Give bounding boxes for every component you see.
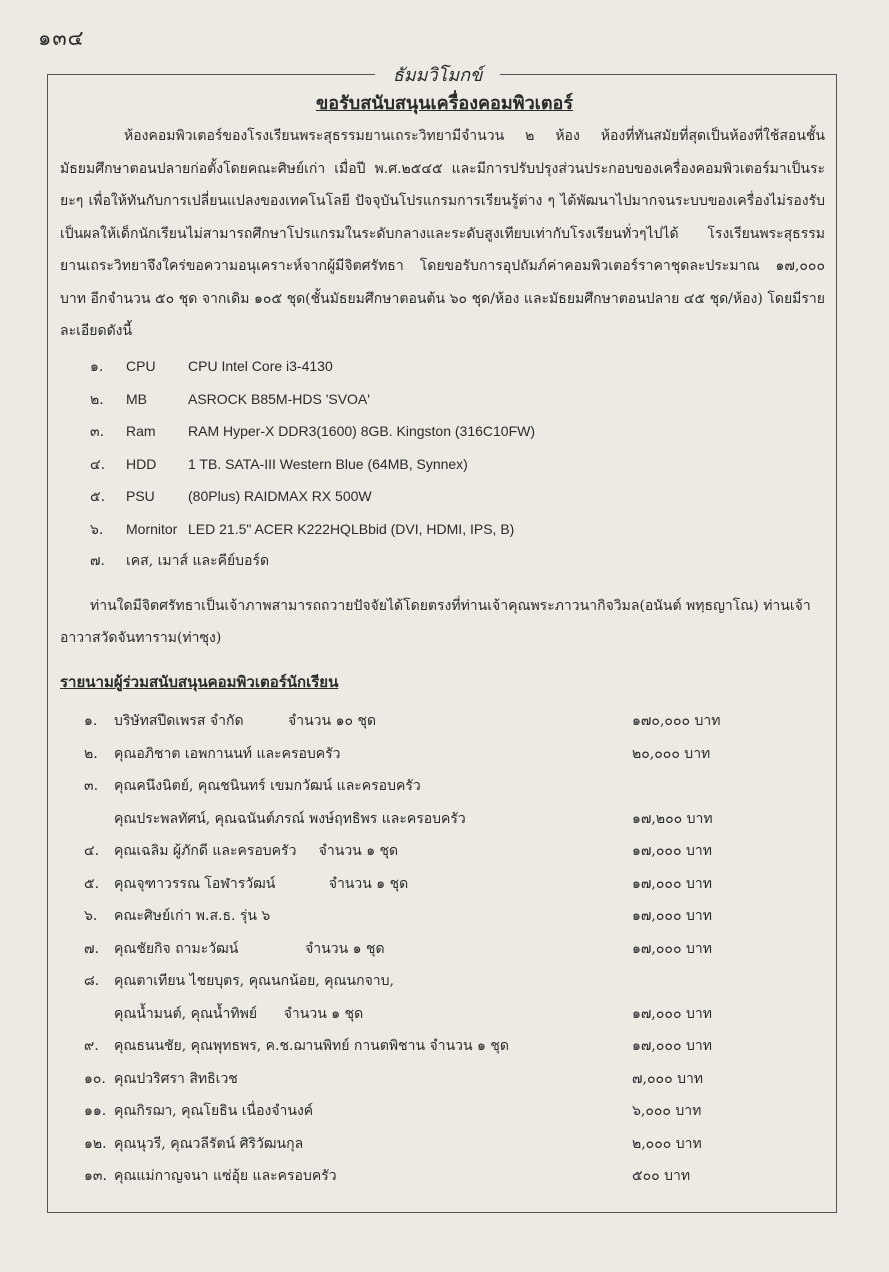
donor-row: [84, 1128, 744, 1161]
donor-amount: ๖,๐๐๐ บาท: [632, 1103, 702, 1119]
spec-key: HDD: [126, 455, 157, 472]
donor-name: คุณตาเทียน ไชยบุตร, คุณนกน้อย, คุณนกจาบ,: [114, 973, 394, 989]
spec-item: [90, 350, 535, 383]
donor-list-heading: รายนามผู้ร่วมสนับสนุนคอมพิวเตอร์นักเรียน: [60, 673, 339, 691]
donor-number: ๓.: [84, 778, 99, 794]
closing-paragraph: ท่านใดมีจิตศรัทธาเป็นเจ้าภาพสามารถถวายปัจจัยได้โดยตรงที่ท่านเจ้าคุณพระภาวนากิจวิมล(อนันต์ พทฺธญาโณ) ท่านเจ้าอาวาสวัดจันทาราม(ท่าซุง): [60, 598, 811, 646]
donor-row: [84, 933, 744, 966]
spec-key: MB: [126, 390, 147, 407]
donor-number: ๒.: [84, 745, 98, 762]
donor-number: ๘.: [84, 973, 100, 989]
donor-number: ๑๑.: [84, 1103, 107, 1119]
donor-amount: ๑๗๐,๐๐๐ บาท: [632, 713, 721, 729]
donor-name: คุณธนนชัย, คุณพุทธพร, ค.ช.ฌานพิทย์ กานตพิชาน จำนวน ๑ ชุด: [114, 1038, 509, 1054]
spec-item: [90, 480, 535, 513]
spec-value: LED 21.5" ACER K222HQLBbid (DVI, HDMI, IPS, B): [188, 520, 515, 537]
donor-number: ๙.: [84, 1038, 99, 1054]
donor-name: คุณอภิชาต เอพกานนท์ และครอบครัว: [114, 745, 341, 762]
donor-name: คุณคนึงนิตย์, คุณชนินทร์ เขมกวัฒน์ และครอบครัว: [114, 778, 421, 794]
donor-name: คุณจุฑาวรรณ โอฬารวัฒน์ จำนวน ๑ ชุด: [114, 875, 409, 892]
donor-row: [84, 770, 744, 803]
donor-number: ๔.: [84, 843, 100, 859]
donor-row: [84, 1030, 744, 1063]
spec-number: ๕.: [90, 489, 106, 505]
donor-amount: ๑๗,๐๐๐ บาท: [632, 875, 712, 892]
donor-name: บริษัทสปีดเพรส จำกัด จำนวน ๑๐ ชุด: [114, 713, 377, 729]
spec-value: ASROCK B85M-HDS 'SVOA': [188, 390, 370, 407]
spec-item: [90, 383, 535, 416]
closing-section: [60, 590, 825, 654]
donor-amount: ๑๗,๐๐๐ บาท: [632, 940, 712, 957]
frame-rule-left: [47, 74, 375, 75]
donor-number: ๑๒.: [84, 1135, 107, 1152]
donor-row: [84, 1063, 744, 1096]
frame-rule-right: [500, 74, 836, 75]
spec-value: 1 TB. SATA-III Western Blue (64MB, Synnex): [188, 455, 468, 472]
donor-row: [84, 998, 744, 1031]
donor-name: คุณปวริศรา สิทธิเวช: [114, 1070, 238, 1087]
spec-value: CPU Intel Core i3-4130: [188, 358, 333, 374]
spec-item: [90, 415, 535, 448]
donor-name: คุณชัยกิจ ถามะวัฒน์ จำนวน ๑ ชุด: [114, 940, 385, 957]
intro-paragraph: ห้องคอมพิวเตอร์ของโรงเรียนพระสุธรรมยานเถระวิทยามีจำนวน ๒ ห้อง ห้องที่ทันสมัยที่สุดเป็นห้องที่ใช้สอนชั้นมัธยมศึกษาตอนปลายก่อตั้งโดยคณะศิษย์เก่า เมื่อปี พ.ศ.๒๕๔๕ และมีการปรับปรุงส่วนประกอบของเครื่องคอมพิวเตอร์มาเป็นระยะๆ เพื่อให้ทันกับการเปลี่ยนแปลงของเทคโนโลยี ปัจจุบันโปรแกรมการเรียนรู้ต่าง ๆ ได้พัฒนาไปมากจนระบบของเครื่องไม่รองรับ เป็นผลให้เด็กนักเรียนไม่สามารถศึกษาโปรแกรมในระดับกลางและระดับสูงเทียบเท่ากับโรงเรียนทั่วๆไปได้ โรงเรียนพระสุธรรมยานเถระวิทยาจึงใคร่ขอความอนุเคราะห์จากผู้มีจิตศรัทธา โดยขอรับการอุปถัมภ์ค่าคอมพิวเตอร์ราคาชุดละประมาณ ๑๗,๐๐๐ บาท อีกจำนวน ๕๐ ชุด จากเดิม ๑๐๕ ชุด(ชั้นมัธยมศึกษาตอนต้น ๖๐ ชุด/ห้อง และมัธยมศึกษาตอนปลาย ๔๕ ชุด/ห้อง) โดยมีรายละเอียดดังนี้: [60, 128, 825, 339]
donor-amount: ๑๗,๐๐๐ บาท: [632, 1005, 712, 1022]
document-title: ขอรับสนับสนุนเครื่องคอมพิวเตอร์: [316, 93, 573, 114]
donor-list: [84, 705, 744, 1193]
page-number: ๑๓๔: [38, 26, 85, 50]
spec-number: ๑.: [90, 359, 104, 375]
spec-number: ๔.: [90, 456, 106, 473]
donor-number: ๗.: [84, 940, 99, 957]
spec-key: Ram: [126, 423, 156, 439]
section-name: ธัมมวิโมกข์: [392, 65, 483, 86]
donor-row: [84, 705, 744, 738]
donor-amount: ๒,๐๐๐ บาท: [632, 1135, 702, 1152]
spec-key: Mornitor: [126, 520, 178, 537]
spec-number: ๗.: [90, 553, 105, 569]
donor-row: [84, 1160, 744, 1193]
donor-name: คุณแม่กาญจนา แซ่อุ้ย และครอบครัว: [114, 1168, 337, 1184]
spec-item: [90, 448, 535, 481]
donor-amount: ๑๗,๐๐๐ บาท: [632, 1038, 712, 1054]
donor-amount: ๑๗,๒๐๐ บาท: [632, 810, 713, 827]
donor-name: คุณเฉลิม ผู้ภักดี และครอบครัว จำนวน ๑ ชุด: [114, 843, 399, 859]
spec-key: CPU: [126, 358, 156, 374]
donor-number: ๖.: [84, 908, 98, 924]
spec-number: ๒.: [90, 391, 104, 408]
spec-item: [90, 545, 535, 578]
donor-row: [84, 868, 744, 901]
donor-row: [84, 835, 744, 868]
donor-number: ๑.: [84, 713, 98, 729]
intro-section: [60, 120, 825, 348]
donor-row: [84, 738, 744, 771]
spec-number: ๖.: [90, 521, 104, 538]
spec-number: ๓.: [90, 424, 105, 440]
donor-amount: ๑๗,๐๐๐ บาท: [632, 908, 712, 924]
donor-amount: ๕๐๐ บาท: [632, 1168, 691, 1184]
donor-name: คุณประพลทัศน์, คุณฉนันต์ภรณ์ พงษ์ฤทธิพร และครอบครัว: [114, 810, 466, 827]
donor-name: คณะศิษย์เก่า พ.ส.ธ. รุ่น ๖: [114, 908, 271, 924]
spec-value: RAM Hyper-X DDR3(1600) 8GB. Kingston (316C10FW): [188, 423, 536, 439]
donor-amount: ๒๐,๐๐๐ บาท: [632, 745, 711, 762]
donor-amount: ๑๗,๐๐๐ บาท: [632, 843, 712, 859]
donor-number: ๕.: [84, 875, 100, 892]
spec-key: PSU: [126, 488, 155, 504]
donor-name: คุณนุวรี, คุณวลีรัตน์ ศิริวัฒนกุล: [114, 1135, 304, 1152]
donor-number: ๑๐.: [84, 1070, 106, 1087]
spec-value: เคส, เมาส์ และคีย์บอร์ด: [126, 553, 270, 569]
donor-row: [84, 965, 744, 998]
donor-amount: ๗,๐๐๐ บาท: [632, 1070, 704, 1087]
donor-name: คุณน้ำมนต์, คุณน้ำทิพย์ จำนวน ๑ ชุด: [114, 1005, 364, 1022]
donor-number: ๑๓.: [84, 1168, 107, 1184]
spec-list: [90, 350, 535, 578]
spec-item: [90, 513, 535, 546]
spec-value: (80Plus) RAIDMAX RX 500W: [188, 488, 372, 504]
donor-row: [84, 900, 744, 933]
donor-row: [84, 1095, 744, 1128]
donor-row: [84, 803, 744, 836]
donor-name: คุณกิรฌา, คุณโยธิน เนื่องจำนงค์: [114, 1103, 314, 1119]
